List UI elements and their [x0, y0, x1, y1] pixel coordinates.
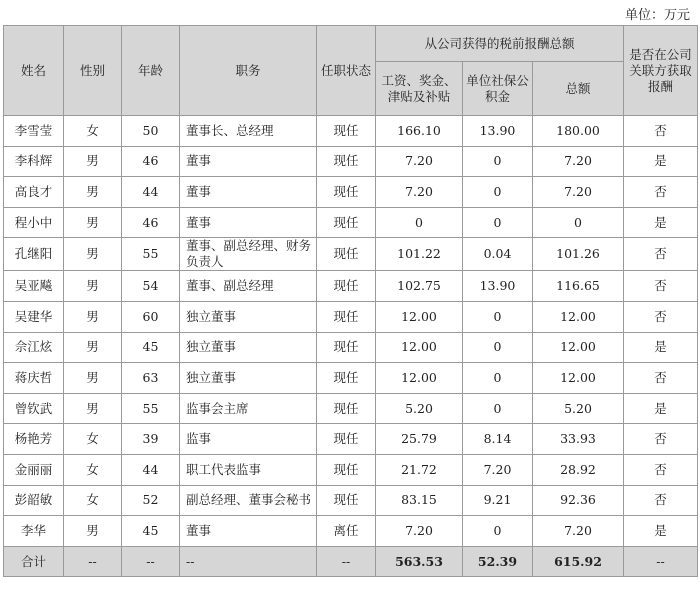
cell-status: 现任: [317, 424, 376, 455]
cell-salary: 12.00: [376, 363, 463, 394]
header-compensation-group: 从公司获得的税前报酬总额: [376, 26, 624, 62]
cell-age: 60: [122, 301, 180, 332]
cell-salary: 25.79: [376, 424, 463, 455]
total-cell-related: --: [624, 546, 698, 577]
cell-age: 46: [122, 207, 180, 238]
cell-gender: 女: [64, 424, 122, 455]
cell-gender: 女: [64, 116, 122, 147]
cell-social: 0: [463, 207, 533, 238]
cell-name: 李雪莹: [4, 116, 64, 147]
header-gender: 性别: [64, 26, 122, 116]
cell-age: 44: [122, 454, 180, 485]
cell-name: 李华: [4, 516, 64, 547]
cell-total: 0: [533, 207, 624, 238]
total-cell-name: 合计: [4, 546, 64, 577]
table-row: [4, 238, 698, 271]
table-row: [4, 393, 698, 424]
cell-name: 佘江炫: [4, 332, 64, 363]
cell-salary: 0: [376, 207, 463, 238]
cell-social: 8.14: [463, 424, 533, 455]
cell-social: 0: [463, 363, 533, 394]
cell-salary: 7.20: [376, 177, 463, 208]
cell-status: 现任: [317, 363, 376, 394]
cell-position: 董事长、总经理: [180, 116, 317, 147]
total-cell-total: 615.92: [533, 546, 624, 577]
cell-social: 0: [463, 332, 533, 363]
cell-position: 独立董事: [180, 301, 317, 332]
table-row: [4, 116, 698, 147]
cell-social: 7.20: [463, 454, 533, 485]
cell-age: 52: [122, 485, 180, 516]
cell-social: 0: [463, 146, 533, 177]
table-row: [4, 207, 698, 238]
cell-total: 92.36: [533, 485, 624, 516]
cell-total: 7.20: [533, 516, 624, 547]
cell-related: 否: [624, 301, 698, 332]
cell-related: 否: [624, 271, 698, 302]
cell-status: 现任: [317, 332, 376, 363]
cell-age: 44: [122, 177, 180, 208]
cell-salary: 83.15: [376, 485, 463, 516]
header-name: 姓名: [4, 26, 64, 116]
cell-name: 李科辉: [4, 146, 64, 177]
cell-status: 现任: [317, 116, 376, 147]
cell-status: 现任: [317, 454, 376, 485]
cell-salary: 12.00: [376, 332, 463, 363]
header-status: 任职状态: [317, 26, 376, 116]
cell-position: 独立董事: [180, 332, 317, 363]
cell-social: 0: [463, 177, 533, 208]
cell-gender: 男: [64, 393, 122, 424]
cell-related: 否: [624, 424, 698, 455]
cell-salary: 21.72: [376, 454, 463, 485]
cell-name: 杨艳芳: [4, 424, 64, 455]
cell-salary: 102.75: [376, 271, 463, 302]
header-position: 职务: [180, 26, 317, 116]
cell-name: 蒋庆哲: [4, 363, 64, 394]
cell-name: 吴建华: [4, 301, 64, 332]
cell-position: 董事: [180, 146, 317, 177]
header-related-party: 是否在公司关联方获取报酬: [624, 26, 698, 116]
header-salary: 工资、奖金、津贴及补贴: [376, 62, 463, 116]
table-row: [4, 332, 698, 363]
cell-related: 是: [624, 146, 698, 177]
table-row: [4, 485, 698, 516]
cell-total: 116.65: [533, 271, 624, 302]
cell-salary: 101.22: [376, 238, 463, 271]
cell-position: 董事: [180, 207, 317, 238]
table-body: [4, 116, 698, 577]
cell-related: 是: [624, 332, 698, 363]
cell-name: 吴亚飚: [4, 271, 64, 302]
cell-gender: 女: [64, 485, 122, 516]
cell-position: 董事、副总经理: [180, 271, 317, 302]
cell-social: 0: [463, 301, 533, 332]
cell-position: 监事会主席: [180, 393, 317, 424]
cell-salary: 166.10: [376, 116, 463, 147]
table-row: [4, 516, 698, 547]
cell-status: 现任: [317, 271, 376, 302]
cell-total: 28.92: [533, 454, 624, 485]
cell-age: 39: [122, 424, 180, 455]
cell-gender: 男: [64, 516, 122, 547]
cell-social: 9.21: [463, 485, 533, 516]
cell-name: 金丽丽: [4, 454, 64, 485]
cell-salary: 12.00: [376, 301, 463, 332]
total-cell-gender: --: [64, 546, 122, 577]
cell-position: 职工代表监事: [180, 454, 317, 485]
cell-gender: 男: [64, 332, 122, 363]
cell-name: 高良才: [4, 177, 64, 208]
cell-gender: 男: [64, 207, 122, 238]
cell-total: 7.20: [533, 177, 624, 208]
cell-total: 101.26: [533, 238, 624, 271]
cell-gender: 男: [64, 301, 122, 332]
cell-related: 是: [624, 516, 698, 547]
cell-name: 彭韶敏: [4, 485, 64, 516]
cell-age: 50: [122, 116, 180, 147]
cell-salary: 7.20: [376, 516, 463, 547]
cell-social: 0.04: [463, 238, 533, 271]
cell-age: 63: [122, 363, 180, 394]
cell-position: 董事: [180, 177, 317, 208]
cell-gender: 女: [64, 454, 122, 485]
cell-social: 0: [463, 516, 533, 547]
header-age: 年龄: [122, 26, 180, 116]
table-row: [4, 146, 698, 177]
cell-status: 现任: [317, 485, 376, 516]
total-cell-age: --: [122, 546, 180, 577]
cell-social: 0: [463, 393, 533, 424]
cell-total: 12.00: [533, 301, 624, 332]
cell-social: 13.90: [463, 116, 533, 147]
cell-status: 现任: [317, 238, 376, 271]
cell-related: 否: [624, 238, 698, 271]
cell-gender: 男: [64, 177, 122, 208]
cell-total: 180.00: [533, 116, 624, 147]
cell-related: 否: [624, 363, 698, 394]
cell-salary: 5.20: [376, 393, 463, 424]
cell-gender: 男: [64, 146, 122, 177]
cell-total: 5.20: [533, 393, 624, 424]
cell-age: 55: [122, 393, 180, 424]
header-total: 总额: [533, 62, 624, 116]
total-cell-social: 52.39: [463, 546, 533, 577]
cell-total: 12.00: [533, 332, 624, 363]
cell-related: 否: [624, 454, 698, 485]
cell-gender: 男: [64, 238, 122, 271]
cell-status: 现任: [317, 177, 376, 208]
cell-position: 董事、副总经理、财务负责人: [180, 238, 317, 271]
cell-related: 是: [624, 393, 698, 424]
cell-position: 监事: [180, 424, 317, 455]
cell-position: 董事: [180, 516, 317, 547]
cell-salary: 7.20: [376, 146, 463, 177]
cell-name: 孔继阳: [4, 238, 64, 271]
cell-name: 程小中: [4, 207, 64, 238]
total-cell-position: --: [180, 546, 317, 577]
cell-related: 否: [624, 116, 698, 147]
table-row: [4, 271, 698, 302]
table-row: [4, 301, 698, 332]
cell-gender: 男: [64, 271, 122, 302]
cell-total: 12.00: [533, 363, 624, 394]
cell-related: 否: [624, 485, 698, 516]
cell-position: 独立董事: [180, 363, 317, 394]
cell-status: 离任: [317, 516, 376, 547]
cell-total: 33.93: [533, 424, 624, 455]
cell-name: 曾钦武: [4, 393, 64, 424]
cell-related: 是: [624, 207, 698, 238]
table-row: [4, 424, 698, 455]
total-cell-salary: 563.53: [376, 546, 463, 577]
cell-age: 45: [122, 516, 180, 547]
unit-label: 单位：万元: [624, 8, 690, 23]
table-row: [4, 454, 698, 485]
cell-social: 13.90: [463, 271, 533, 302]
cell-status: 现任: [317, 393, 376, 424]
cell-related: 否: [624, 177, 698, 208]
cell-gender: 男: [64, 363, 122, 394]
compensation-table: [3, 25, 698, 577]
cell-age: 46: [122, 146, 180, 177]
cell-age: 55: [122, 238, 180, 271]
cell-status: 现任: [317, 207, 376, 238]
cell-status: 现任: [317, 146, 376, 177]
cell-age: 45: [122, 332, 180, 363]
cell-age: 54: [122, 271, 180, 302]
header-social: 单位社保公积金: [463, 62, 533, 116]
table-row: [4, 177, 698, 208]
total-cell-status: --: [317, 546, 376, 577]
cell-total: 7.20: [533, 146, 624, 177]
table-row: [4, 363, 698, 394]
total-row: [4, 546, 698, 577]
cell-status: 现任: [317, 301, 376, 332]
cell-position: 副总经理、董事会秘书: [180, 485, 317, 516]
